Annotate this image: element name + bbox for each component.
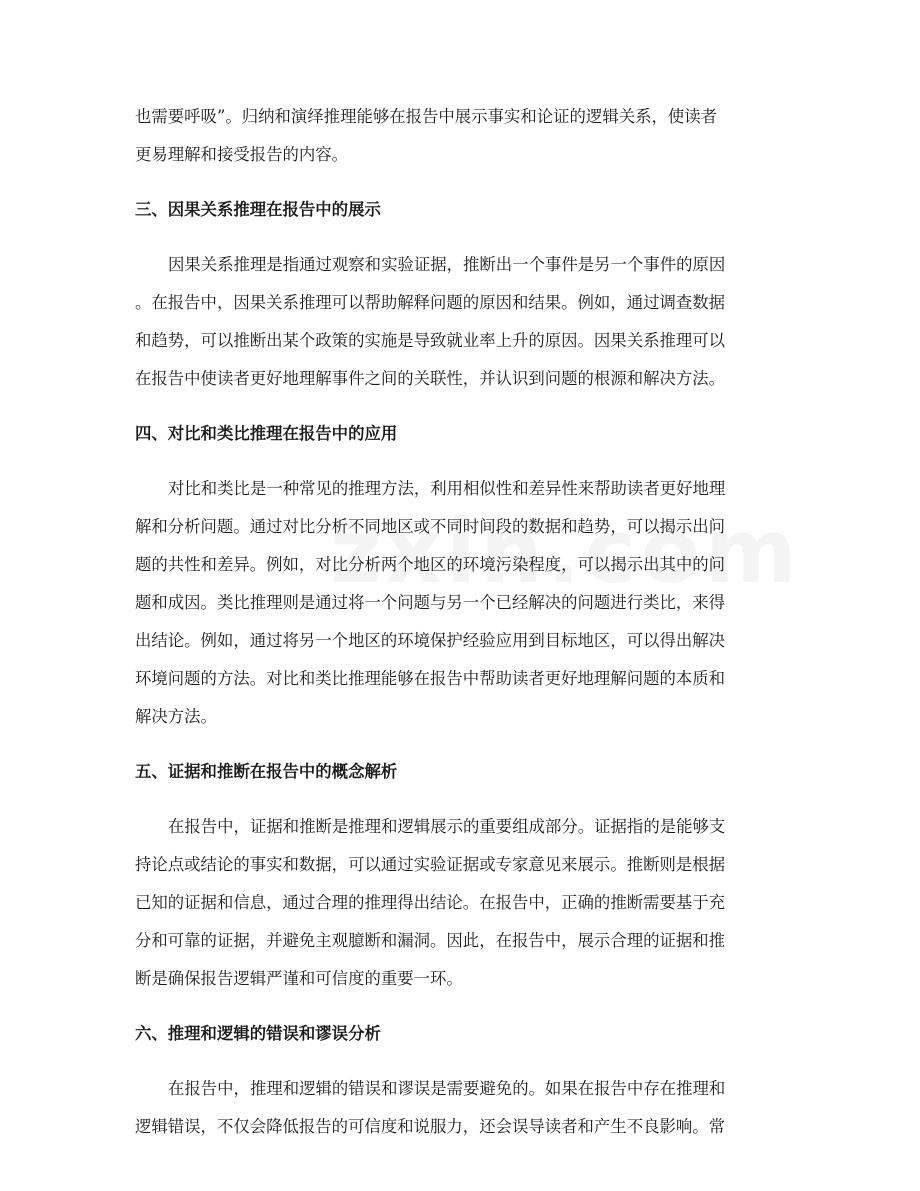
- section-heading-3: 三、因果关系推理在报告中的展示: [135, 200, 381, 219]
- section-paragraph-3: [135, 246, 785, 398]
- section-paragraph-5: [135, 808, 785, 998]
- text-line: 题的共性和差异。例如，对比分析两个地区的环境污染程度，可以揭示出其中的问: [135, 555, 726, 574]
- text-line: 因果关系推理是指通过观察和实验证据，推断出一个事件是另一个事件的原因: [168, 255, 726, 274]
- text-line: 断是确保报告逻辑严谨和可信度的重要一环。: [135, 969, 463, 988]
- document-page: [135, 98, 785, 1146]
- text-line: 和趋势，可以推断出某个政策的实施是导致就业率上升的原因。因果关系推理可以: [135, 331, 726, 350]
- text-line: 环境问题的方法。对比和类比推理能够在报告中帮助读者更好地理解问题的本质和: [135, 669, 726, 688]
- intro-paragraph: [135, 98, 785, 174]
- section-heading-4: 四、对比和类比推理在报告中的应用: [135, 424, 398, 443]
- section-paragraph-6: [135, 1070, 785, 1146]
- section-paragraph-4: [135, 470, 785, 736]
- text-line: 出结论。例如，通过将另一个地区的环境保护经验应用到目标地区，可以得出解决: [135, 631, 726, 650]
- text-line: 也需要呼吸”。归纳和演绎推理能够在报告中展示事实和论证的逻辑关系，使读者: [135, 107, 718, 126]
- text-line: 在报告中，证据和推断是推理和逻辑展示的重要组成部分。证据指的是能够支: [168, 817, 726, 836]
- text-line: 更易理解和接受报告的内容。: [135, 145, 349, 164]
- section-heading-5: 五、证据和推断在报告中的概念解析: [135, 762, 398, 781]
- text-line: 已知的证据和信息，通过合理的推理得出结论。在报告中，正确的推断需要基于充: [135, 893, 726, 912]
- text-line: 解决方法。: [135, 707, 217, 726]
- section-heading-6: 六、推理和逻辑的错误和谬误分析: [135, 1024, 381, 1043]
- text-line: 题和成因。类比推理则是通过将一个问题与另一个已经解决的问题进行类比，来得: [135, 593, 726, 612]
- text-line: 逻辑错误，不仅会降低报告的可信度和说服力，还会误导读者和产生不良影响。常: [135, 1117, 726, 1136]
- text-line: 在报告中，推理和逻辑的错误和谬误是需要避免的。如果在报告中存在推理和: [168, 1079, 726, 1098]
- text-line: 在报告中使读者更好地理解事件之间的关联性，并认识到问题的根源和解决方法。: [135, 369, 726, 388]
- text-line: 对比和类比是一种常见的推理方法，利用相似性和差异性来帮助读者更好地理: [168, 479, 726, 498]
- text-line: 解和分析问题。通过对比分析不同地区或不同时间段的数据和趋势，可以揭示出问: [135, 517, 726, 536]
- text-line: 。在报告中，因果关系推理可以帮助解释问题的原因和结果。例如，通过调查数据: [135, 293, 726, 312]
- text-line: 持论点或结论的事实和数据，可以通过实验证据或专家意见来展示。推断则是根据: [135, 855, 726, 874]
- text-line: 分和可靠的证据，并避免主观臆断和漏洞。因此，在报告中，展示合理的证据和推: [135, 931, 726, 950]
